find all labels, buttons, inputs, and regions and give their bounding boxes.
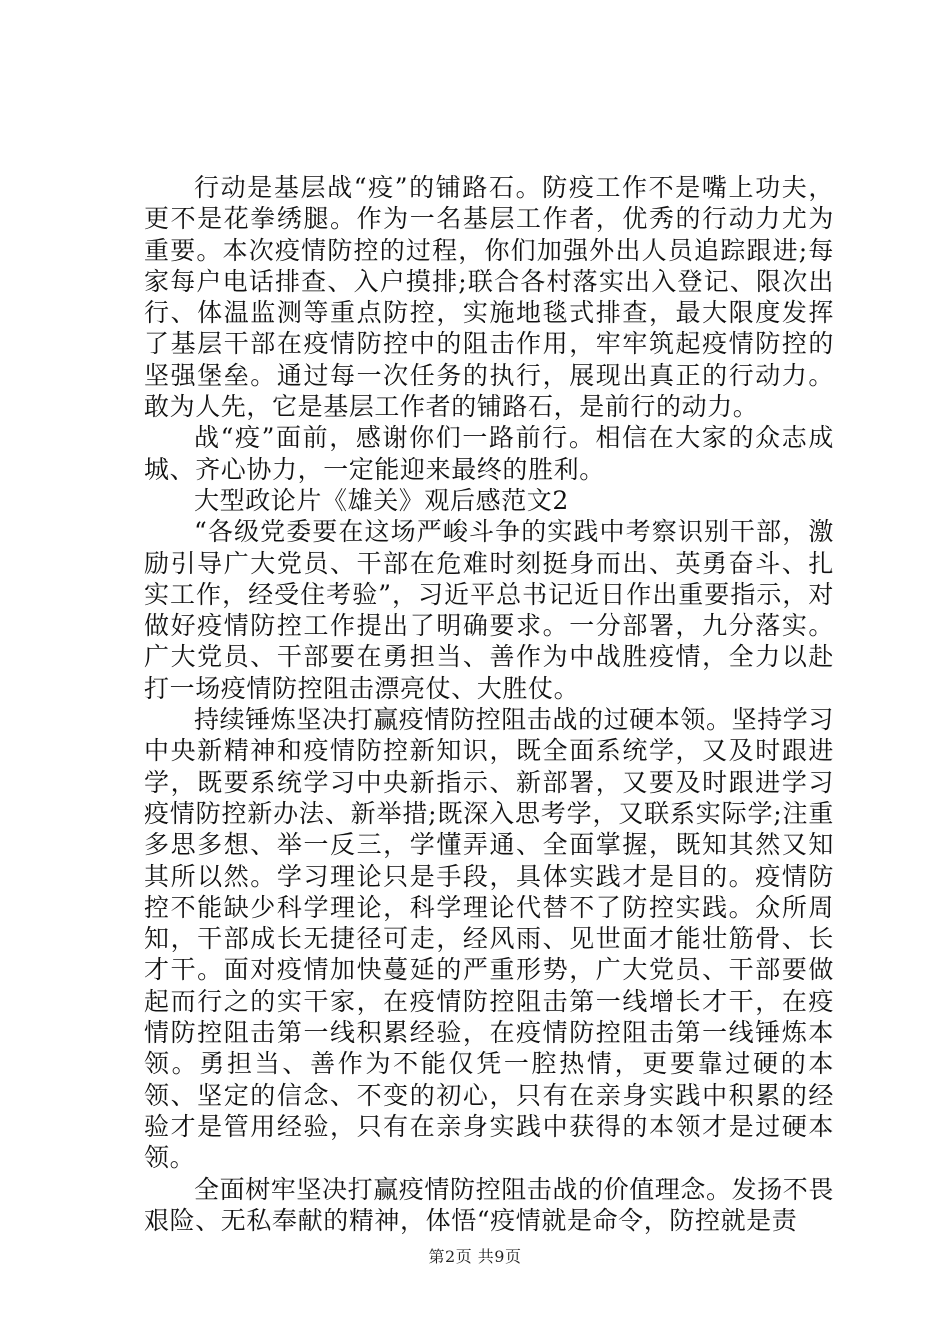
paragraph-values: 全面树牢坚决打赢疫情防控阻击战的价值理念。发扬不畏艰险、无私奉献的精神，体悟“疫情就是命令，防控就是责 [144, 1174, 835, 1235]
page-footer: 第2页 共9页 [428, 1247, 522, 1266]
paragraph-thanks: 战“疫”面前，感谢你们一路前行。相信在大家的众志成城、齐心协力，一定能迎来最终的胜利。 [144, 423, 834, 484]
paragraph-skills: 持续锤炼坚决打赢疫情防控阻击战的过硬本领。坚持学习中央新精神和疫情防控新知识，既全面系统学，又及时跟进学，既要系统学习中央新指示、新部署，又要及时跟进学习疫情防控新办法、新举措;既深入思考学，又联系实际学;注重多思多想、举一反三，学懂弄通、全面掌握，既知其然又知其所以然。学习理论只是手段，具体实践才是目的。疫情防控不能缺少科学理论，科学理论代替不了防控实践。众所周知，干部成长无捷径可走，经风雨、见世面才能壮筋骨、长才干。面对疫情加快蔓延的严重形势，广大党员、干部要做起而行之的实干家，在疫情防控阻击第一线增长才干，在疫情防控阻击第一线积累经验，在疫情防控阻击第一线锤炼本领。勇担当、善作为不能仅凭一腔热情，更要靠过硬的本领、坚定的信念、不变的初心，只有在亲身实践中积累的经验才是管用经验，只有在亲身实践中获得的本领才是过硬本领。 [144, 705, 835, 1173]
paragraph-instruction: “各级党委要在这场严峻斗争的实践中考察识别干部，激励引导广大党员、干部在危难时刻挺身而出、英勇奋斗、扎实工作，经受住考验”，习近平总书记近日作出重要指示，对做好疫情防控工作提出了明确要求。一分部署，九分落实。广大党员、干部要在勇担当、善作为中战胜疫情，全力以赴打一场疫情防控阻击漂亮仗、大胜仗。 [144, 517, 834, 703]
document-body [144, 172, 834, 1236]
section-heading: 大型政论片《雄关》观后感范文2 [194, 485, 569, 515]
paragraph-action: 行动是基层战“疫”的铺路石。防疫工作不是嘴上功夫，更不是花拳绣腿。作为一名基层工作者，优秀的行动力尤为重要。本次疫情防控的过程，你们加强外出人员追踪跟进;每家每户电话排查、入户摸排;联合各村落实出入登记、限次出行、体温监测等重点防控，实施地毯式排查，最大限度发挥了基层干部在疫情防控中的阻击作用，牢牢筑起疫情防控的坚强堡垒。通过每一次任务的执行，展现出真正的行动力。敢为人先，它是基层工作者的铺路石，是前行的动力。 [144, 173, 834, 422]
